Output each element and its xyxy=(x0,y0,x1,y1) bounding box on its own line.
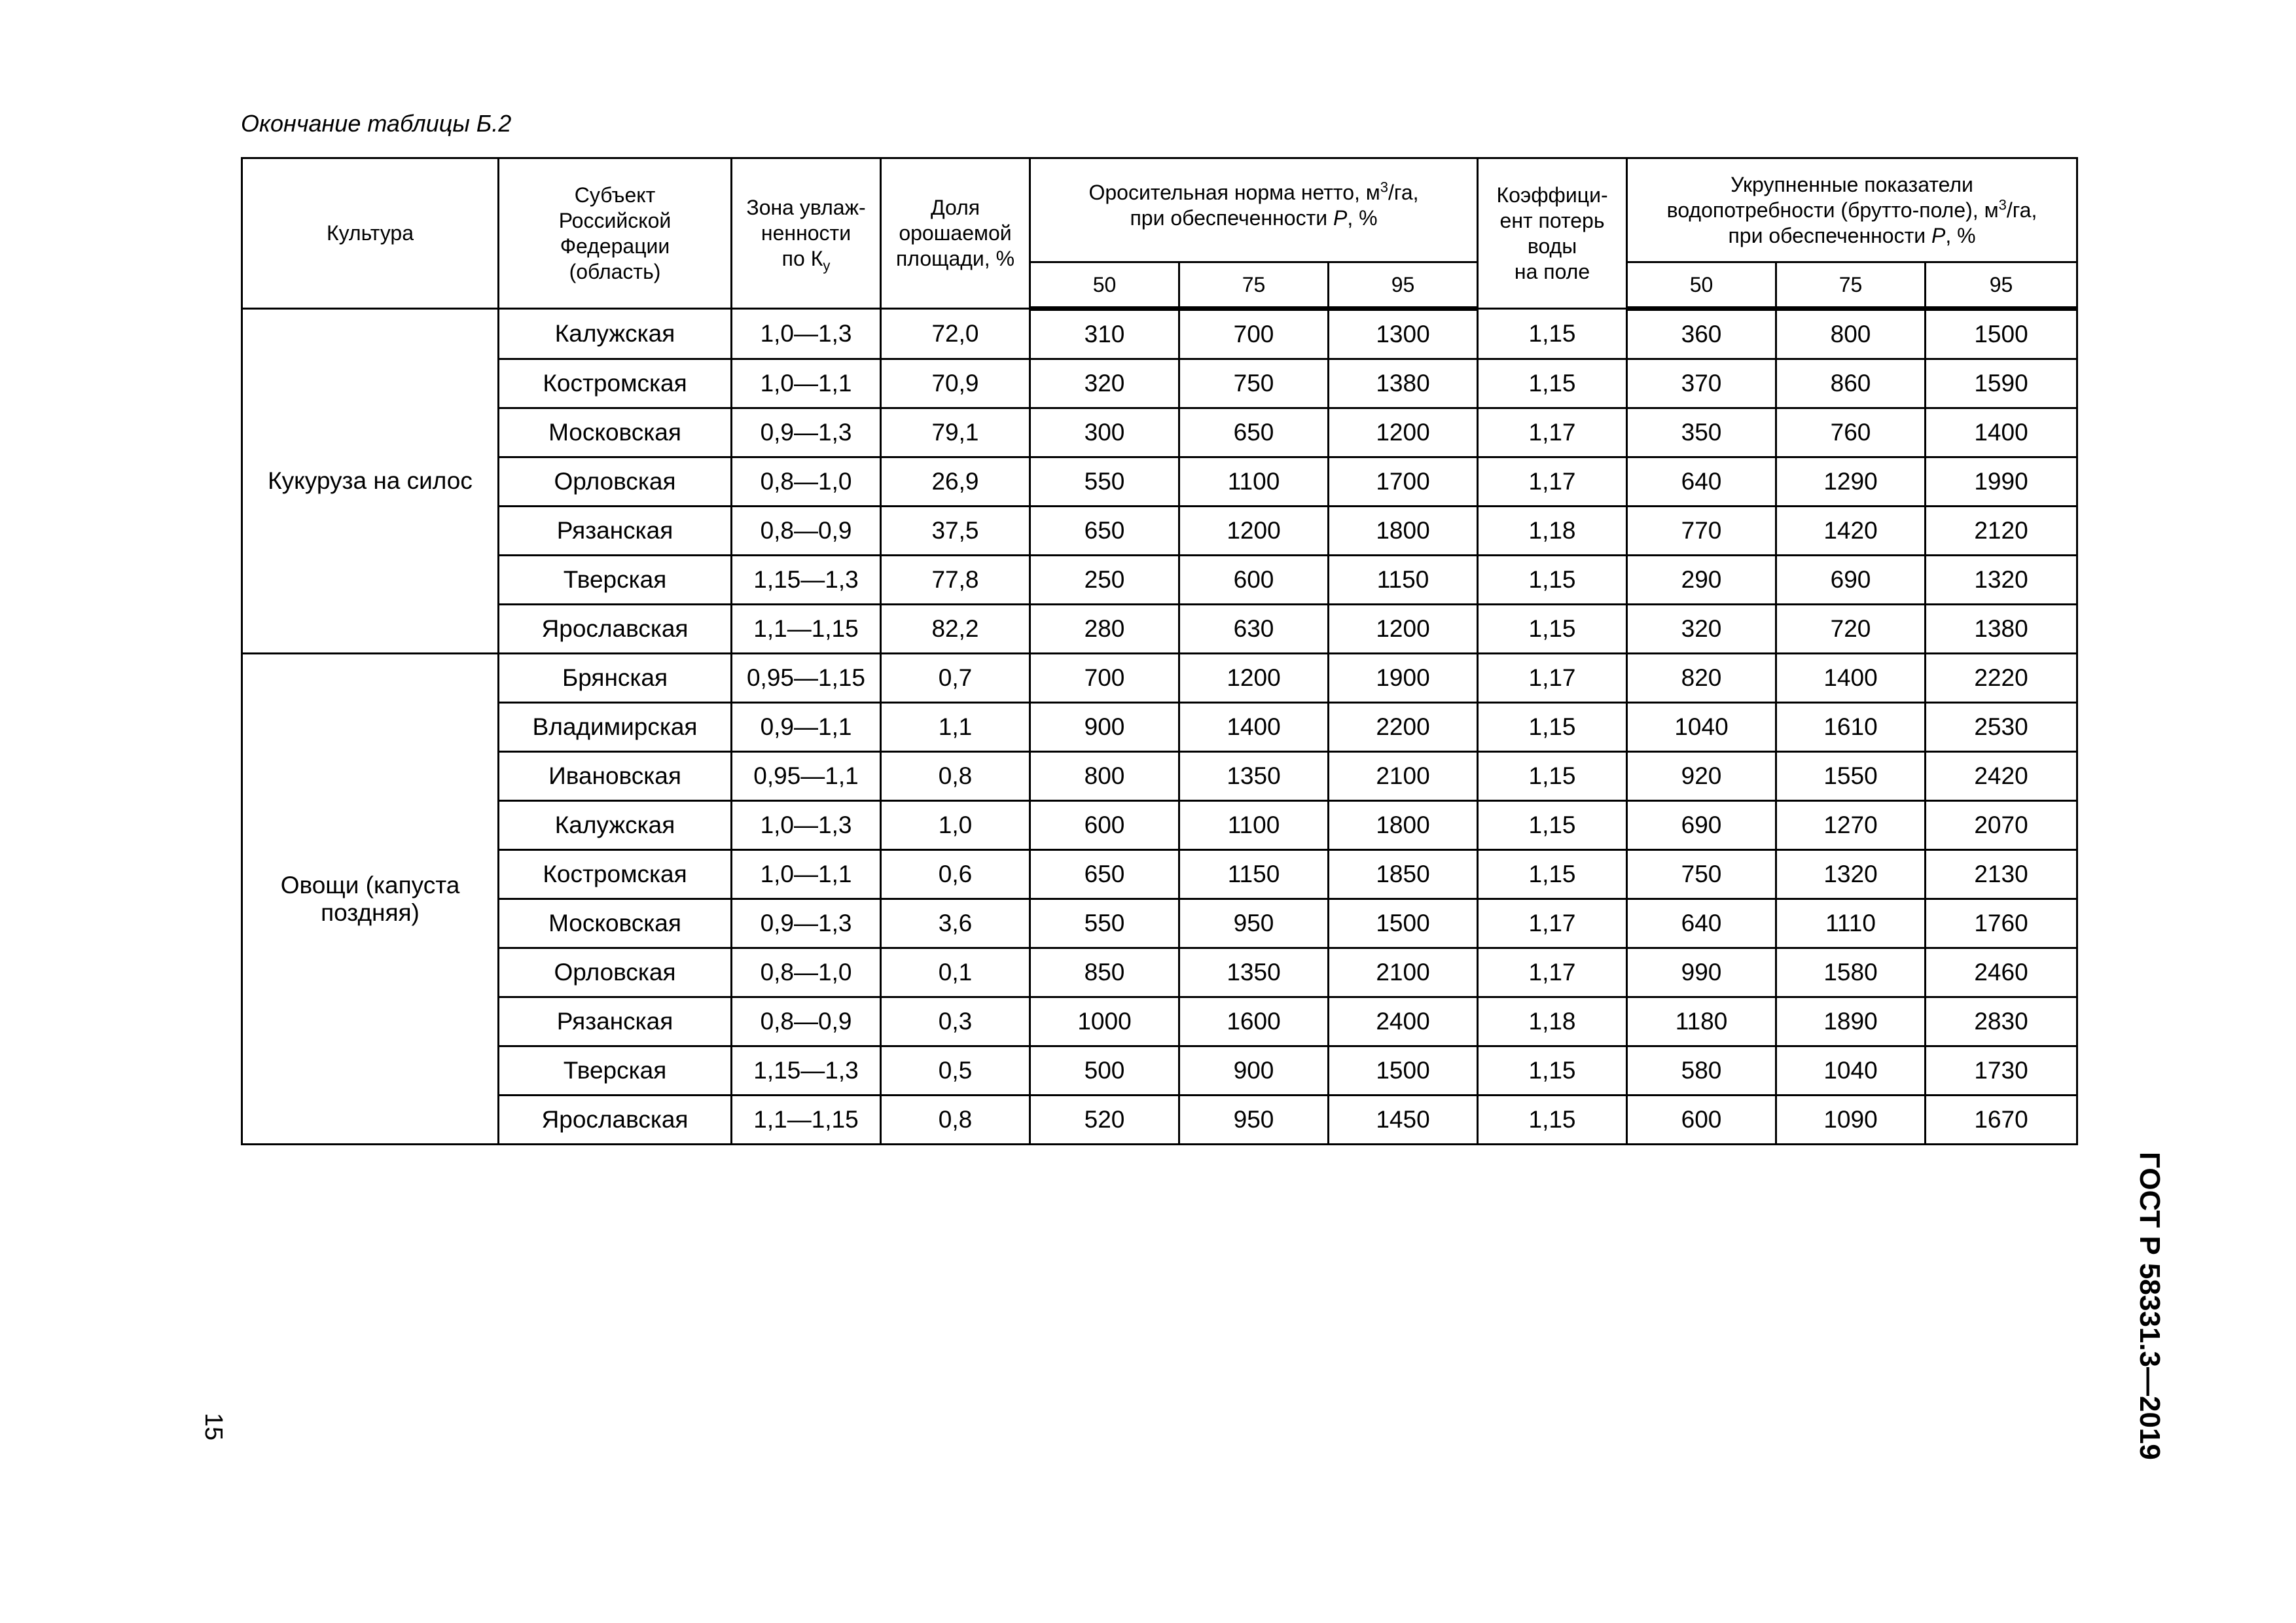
value-cell: 37,5 xyxy=(881,507,1030,556)
header-net-irrigation-norm: Оросительная норма нетто, $м^3/га$, при обеспеченности Р, % xyxy=(1030,158,1478,262)
table-row xyxy=(242,752,2077,801)
value-cell: 1,15 xyxy=(1478,309,1627,359)
header-gross-p75: 75 xyxy=(1776,262,1926,309)
value-cell: 2400 xyxy=(1329,997,1478,1046)
value-cell: 1180 xyxy=(1627,997,1776,1046)
table-row xyxy=(242,457,2077,507)
value-cell: 650 xyxy=(1179,408,1329,457)
value-cell: 1,15 xyxy=(1478,801,1627,850)
value-cell: 1,0—1,1 xyxy=(732,359,881,408)
region-cell: Тверская xyxy=(499,556,732,605)
value-cell: 1,15 xyxy=(1478,605,1627,654)
region-cell: Ярославская xyxy=(499,605,732,654)
value-cell: 1670 xyxy=(1926,1096,2077,1145)
value-cell: 1,17 xyxy=(1478,408,1627,457)
value-cell: 600 xyxy=(1179,556,1329,605)
value-cell: 0,7 xyxy=(881,654,1030,703)
value-cell: 1400 xyxy=(1926,408,2077,457)
value-cell: 320 xyxy=(1627,605,1776,654)
value-cell: 2100 xyxy=(1329,752,1478,801)
value-cell: 900 xyxy=(1030,703,1179,752)
crop-cell: Овощи (капуста поздняя) xyxy=(242,654,499,1145)
value-cell: 1,1 xyxy=(881,703,1030,752)
value-cell: 630 xyxy=(1179,605,1329,654)
table-row xyxy=(242,605,2077,654)
value-cell: 550 xyxy=(1030,899,1179,948)
value-cell: 600 xyxy=(1627,1096,1776,1145)
value-cell: 1200 xyxy=(1179,507,1329,556)
value-cell: 1380 xyxy=(1329,359,1478,408)
value-cell: 770 xyxy=(1627,507,1776,556)
value-cell: 0,6 xyxy=(881,850,1030,899)
value-cell: 1,15—1,3 xyxy=(732,556,881,605)
value-cell: 1200 xyxy=(1179,654,1329,703)
value-cell: 1850 xyxy=(1329,850,1478,899)
value-cell: 1100 xyxy=(1179,801,1329,850)
value-cell: 1,17 xyxy=(1478,654,1627,703)
value-cell: 320 xyxy=(1030,359,1179,408)
value-cell: 2120 xyxy=(1926,507,2077,556)
region-cell: Костромская xyxy=(499,359,732,408)
value-cell: 1,15 xyxy=(1478,850,1627,899)
value-cell: 1,15 xyxy=(1478,359,1627,408)
value-cell: 1600 xyxy=(1179,997,1329,1046)
value-cell: 1,17 xyxy=(1478,457,1627,507)
value-cell: 0,5 xyxy=(881,1046,1030,1096)
header-net-p95: 95 xyxy=(1329,262,1478,309)
value-cell: 1090 xyxy=(1776,1096,1926,1145)
table-row xyxy=(242,309,2077,359)
value-cell: 1150 xyxy=(1329,556,1478,605)
value-cell: 0,8—1,0 xyxy=(732,457,881,507)
value-cell: 1,17 xyxy=(1478,948,1627,997)
region-cell: Рязанская xyxy=(499,507,732,556)
value-cell: 800 xyxy=(1776,309,1926,359)
table-row xyxy=(242,703,2077,752)
region-cell: Московская xyxy=(499,899,732,948)
value-cell: 800 xyxy=(1030,752,1179,801)
value-cell: 0,8 xyxy=(881,752,1030,801)
region-cell: Орловская xyxy=(499,948,732,997)
table-row xyxy=(242,1046,2077,1096)
value-cell: 1,18 xyxy=(1478,997,1627,1046)
table-row xyxy=(242,948,2077,997)
header-gross-p95: 95 xyxy=(1926,262,2077,309)
value-cell: 1,15—1,3 xyxy=(732,1046,881,1096)
value-cell: 1590 xyxy=(1926,359,2077,408)
value-cell: 1,0—1,1 xyxy=(732,850,881,899)
value-cell: 1270 xyxy=(1776,801,1926,850)
value-cell: 500 xyxy=(1030,1046,1179,1096)
region-cell: Тверская xyxy=(499,1046,732,1096)
value-cell: 1450 xyxy=(1329,1096,1478,1145)
value-cell: 760 xyxy=(1776,408,1926,457)
value-cell: 79,1 xyxy=(881,408,1030,457)
value-cell: 1,15 xyxy=(1478,556,1627,605)
value-cell: 0,8—0,9 xyxy=(732,997,881,1046)
value-cell: 0,3 xyxy=(881,997,1030,1046)
header-net-p75: 75 xyxy=(1179,262,1329,309)
value-cell: 1,15 xyxy=(1478,703,1627,752)
value-cell: 920 xyxy=(1627,752,1776,801)
table-row xyxy=(242,850,2077,899)
value-cell: 1500 xyxy=(1329,1046,1478,1096)
value-cell: 2100 xyxy=(1329,948,1478,997)
header-loss-coefficient: Коэффици- ент потерь воды на поле xyxy=(1478,158,1627,309)
value-cell: 1,0—1,3 xyxy=(732,309,881,359)
value-cell: 0,9—1,3 xyxy=(732,899,881,948)
value-cell: 280 xyxy=(1030,605,1179,654)
value-cell: 70,9 xyxy=(881,359,1030,408)
region-cell: Рязанская xyxy=(499,997,732,1046)
value-cell: 900 xyxy=(1179,1046,1329,1096)
value-cell: 0,1 xyxy=(881,948,1030,997)
value-cell: 690 xyxy=(1627,801,1776,850)
value-cell: 2130 xyxy=(1926,850,2077,899)
value-cell: 0,95—1,15 xyxy=(732,654,881,703)
value-cell: 1350 xyxy=(1179,752,1329,801)
value-cell: 2070 xyxy=(1926,801,2077,850)
table-row xyxy=(242,507,2077,556)
region-cell: Калужская xyxy=(499,801,732,850)
table-row xyxy=(242,899,2077,948)
value-cell: 300 xyxy=(1030,408,1179,457)
water-demand-table xyxy=(241,157,2078,1145)
value-cell: 1300 xyxy=(1329,309,1478,359)
value-cell: 1500 xyxy=(1926,309,2077,359)
value-cell: 820 xyxy=(1627,654,1776,703)
value-cell: 1,1—1,15 xyxy=(732,1096,881,1145)
table-caption: Окончание таблицы Б.2 xyxy=(241,110,512,137)
region-cell: Владимирская xyxy=(499,703,732,752)
value-cell: 250 xyxy=(1030,556,1179,605)
value-cell: 0,8 xyxy=(881,1096,1030,1145)
table-row xyxy=(242,408,2077,457)
value-cell: 1,15 xyxy=(1478,1046,1627,1096)
region-cell: Ивановская xyxy=(499,752,732,801)
value-cell: 3,6 xyxy=(881,899,1030,948)
value-cell: 1200 xyxy=(1329,408,1478,457)
page-number: 15 xyxy=(200,1412,227,1441)
value-cell: 580 xyxy=(1627,1046,1776,1096)
region-cell: Орловская xyxy=(499,457,732,507)
value-cell: 700 xyxy=(1030,654,1179,703)
value-cell: 82,2 xyxy=(881,605,1030,654)
value-cell: 1,0—1,3 xyxy=(732,801,881,850)
value-cell: 640 xyxy=(1627,457,1776,507)
value-cell: 310 xyxy=(1030,309,1179,359)
value-cell: 520 xyxy=(1030,1096,1179,1145)
table-row xyxy=(242,801,2077,850)
value-cell: 1800 xyxy=(1329,801,1478,850)
value-cell: 0,8—1,0 xyxy=(732,948,881,997)
value-cell: 950 xyxy=(1179,1096,1329,1145)
value-cell: 640 xyxy=(1627,899,1776,948)
value-cell: 690 xyxy=(1776,556,1926,605)
value-cell: 77,8 xyxy=(881,556,1030,605)
value-cell: 750 xyxy=(1627,850,1776,899)
crop-cell: Кукуруза на силос xyxy=(242,309,499,654)
value-cell: 1,0 xyxy=(881,801,1030,850)
value-cell: 350 xyxy=(1627,408,1776,457)
value-cell: 1,18 xyxy=(1478,507,1627,556)
header-net-p50: 50 xyxy=(1030,262,1179,309)
value-cell: 1730 xyxy=(1926,1046,2077,1096)
value-cell: 750 xyxy=(1179,359,1329,408)
value-cell: 1380 xyxy=(1926,605,2077,654)
value-cell: 0,9—1,3 xyxy=(732,408,881,457)
region-cell: Ярославская xyxy=(499,1096,732,1145)
value-cell: 850 xyxy=(1030,948,1179,997)
value-cell: 0,8—0,9 xyxy=(732,507,881,556)
region-cell: Брянская xyxy=(499,654,732,703)
document-code: ГОСТ Р 58331.3—2019 xyxy=(2134,1152,2166,1460)
value-cell: 2220 xyxy=(1926,654,2077,703)
header-region: Субъект Российской Федерации (область) xyxy=(499,158,732,309)
value-cell: 1320 xyxy=(1926,556,2077,605)
value-cell: 1,17 xyxy=(1478,899,1627,948)
value-cell: 2830 xyxy=(1926,997,2077,1046)
value-cell: 1500 xyxy=(1329,899,1478,948)
value-cell: 1550 xyxy=(1776,752,1926,801)
value-cell: 1150 xyxy=(1179,850,1329,899)
value-cell: 370 xyxy=(1627,359,1776,408)
value-cell: 1100 xyxy=(1179,457,1329,507)
header-crop: Культура xyxy=(242,158,499,309)
value-cell: 990 xyxy=(1627,948,1776,997)
value-cell: 2420 xyxy=(1926,752,2077,801)
value-cell: 1040 xyxy=(1627,703,1776,752)
value-cell: 360 xyxy=(1627,309,1776,359)
table-row xyxy=(242,359,2077,408)
value-cell: 1110 xyxy=(1776,899,1926,948)
value-cell: 290 xyxy=(1627,556,1776,605)
region-cell: Калужская xyxy=(499,309,732,359)
value-cell: 0,95—1,1 xyxy=(732,752,881,801)
value-cell: 860 xyxy=(1776,359,1926,408)
value-cell: 1,1—1,15 xyxy=(732,605,881,654)
value-cell: 2460 xyxy=(1926,948,2077,997)
table-row xyxy=(242,1096,2077,1145)
value-cell: 26,9 xyxy=(881,457,1030,507)
value-cell: 1610 xyxy=(1776,703,1926,752)
value-cell: 650 xyxy=(1030,850,1179,899)
value-cell: 950 xyxy=(1179,899,1329,948)
value-cell: 1580 xyxy=(1776,948,1926,997)
value-cell: 720 xyxy=(1776,605,1926,654)
value-cell: 1900 xyxy=(1329,654,1478,703)
value-cell: 1400 xyxy=(1179,703,1329,752)
header-irrigated-share: Доля орошаемой площади, % xyxy=(881,158,1030,309)
table-row xyxy=(242,556,2077,605)
value-cell: 1990 xyxy=(1926,457,2077,507)
header-gross-p50: 50 xyxy=(1627,262,1776,309)
value-cell: 2200 xyxy=(1329,703,1478,752)
value-cell: 1040 xyxy=(1776,1046,1926,1096)
region-cell: Костромская xyxy=(499,850,732,899)
region-cell: Московская xyxy=(499,408,732,457)
value-cell: 700 xyxy=(1179,309,1329,359)
value-cell: 2530 xyxy=(1926,703,2077,752)
value-cell: 650 xyxy=(1030,507,1179,556)
value-cell: 1290 xyxy=(1776,457,1926,507)
value-cell: 1200 xyxy=(1329,605,1478,654)
value-cell: 1700 xyxy=(1329,457,1478,507)
value-cell: 0,9—1,1 xyxy=(732,703,881,752)
value-cell: 1350 xyxy=(1179,948,1329,997)
value-cell: 1420 xyxy=(1776,507,1926,556)
header-moisture-zone: Зона увлаж- ненности по $К_у$ xyxy=(732,158,881,309)
value-cell: 1,15 xyxy=(1478,752,1627,801)
header-gross-water-demand: Укрупненные показатели водопотребности (брутто-поле), $м^3/га$, при обеспеченности Р, % xyxy=(1627,158,2077,262)
value-cell: 550 xyxy=(1030,457,1179,507)
value-cell: 1,15 xyxy=(1478,1096,1627,1145)
value-cell: 72,0 xyxy=(881,309,1030,359)
value-cell: 1320 xyxy=(1776,850,1926,899)
value-cell: 1890 xyxy=(1776,997,1926,1046)
value-cell: 1760 xyxy=(1926,899,2077,948)
value-cell: 1800 xyxy=(1329,507,1478,556)
table-row xyxy=(242,654,2077,703)
value-cell: 1400 xyxy=(1776,654,1926,703)
value-cell: 600 xyxy=(1030,801,1179,850)
value-cell: 1000 xyxy=(1030,997,1179,1046)
table-row xyxy=(242,997,2077,1046)
